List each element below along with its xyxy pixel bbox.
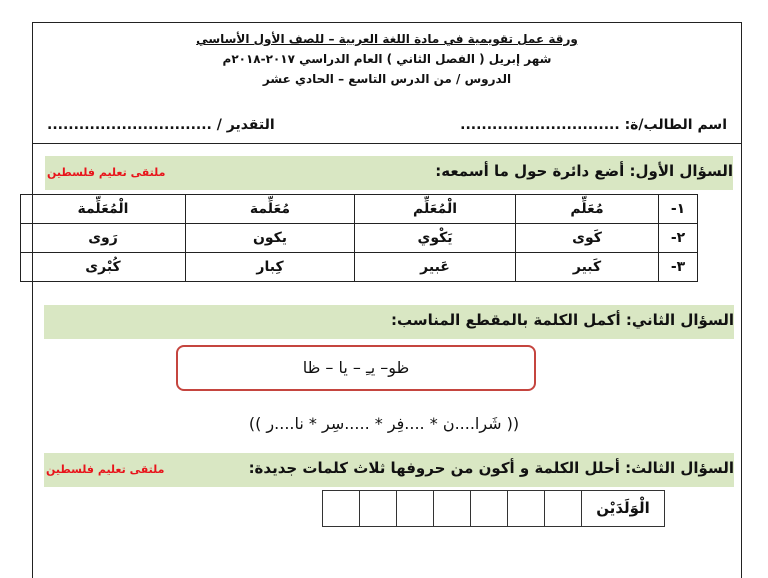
letter-box[interactable]: [396, 490, 434, 527]
q1-band: [45, 156, 733, 190]
q3-word: الْوَلَدَيْن: [581, 490, 665, 527]
row-number: ٢-: [659, 224, 698, 253]
word-cell[interactable]: الْمُعَلِّمة: [21, 195, 186, 224]
word-cell[interactable]: كِبار: [186, 253, 355, 282]
name-row: [47, 117, 727, 141]
word-cell[interactable]: الْمُعَلِّم: [355, 195, 516, 224]
header-divider: [33, 143, 741, 144]
word-cell[interactable]: مُعَلِّم: [516, 195, 659, 224]
grade-field: التقدير / ...............................: [47, 117, 275, 133]
letter-box[interactable]: [433, 490, 471, 527]
letter-box[interactable]: [544, 490, 582, 527]
word-cell[interactable]: عَبير: [355, 253, 516, 282]
table-row: [21, 195, 698, 224]
q2-fill-line: (( شَرا....ن * ....فِر * .....سِر * نا....ر )): [248, 414, 520, 433]
word-cell[interactable]: كَبير: [516, 253, 659, 282]
word-cell[interactable]: كُبْرى: [21, 253, 186, 282]
letter-box[interactable]: [470, 490, 508, 527]
syllable-box: ظو– يـِ – يا – ظا: [176, 345, 536, 391]
q1-title: السؤال الأول: أضع دائرة حول ما أسمعه:: [435, 162, 733, 180]
q3-title: السؤال الثالث: أحلل الكلمة و أكون من حروفها ثلاث كلمات جديدة:: [248, 459, 734, 477]
letter-box[interactable]: [322, 490, 360, 527]
table-row: [21, 253, 698, 282]
header-title: ورقة عمل تقويمية في مادة اللغة العربية – للصف الأول الأساسي: [196, 32, 578, 46]
word-cell[interactable]: يكون: [186, 224, 355, 253]
word-cell[interactable]: مُعَلِّمة: [186, 195, 355, 224]
q3-letter-boxes: [323, 490, 665, 527]
worksheet-header: [33, 23, 741, 89]
word-cell[interactable]: رَوى: [21, 224, 186, 253]
row-number: ١-: [659, 195, 698, 224]
q1-word-table: [20, 194, 698, 282]
letter-box[interactable]: [359, 490, 397, 527]
header-month: شهر إبريل ( الفصل الثاني ) العام الدراسي ٢٠١٧-٢٠١٨م: [222, 52, 552, 66]
table-row: [21, 224, 698, 253]
student-name-field: اسم الطالب/ة: ..............................: [460, 117, 727, 133]
q2-title: السؤال الثاني: أكمل الكلمة بالمقطع المناسب:: [391, 311, 734, 329]
row-number: ٣-: [659, 253, 698, 282]
word-cell[interactable]: يَكْوي: [355, 224, 516, 253]
q1-tag: ملتقى تعليم فلسطين: [47, 166, 166, 179]
q3-tag: ملتقى تعليم فلسطين: [46, 463, 165, 476]
word-cell[interactable]: كَوى: [516, 224, 659, 253]
letter-box[interactable]: [507, 490, 545, 527]
header-lessons: الدروس / من الدرس التاسع – الحادي عشر: [262, 72, 512, 86]
